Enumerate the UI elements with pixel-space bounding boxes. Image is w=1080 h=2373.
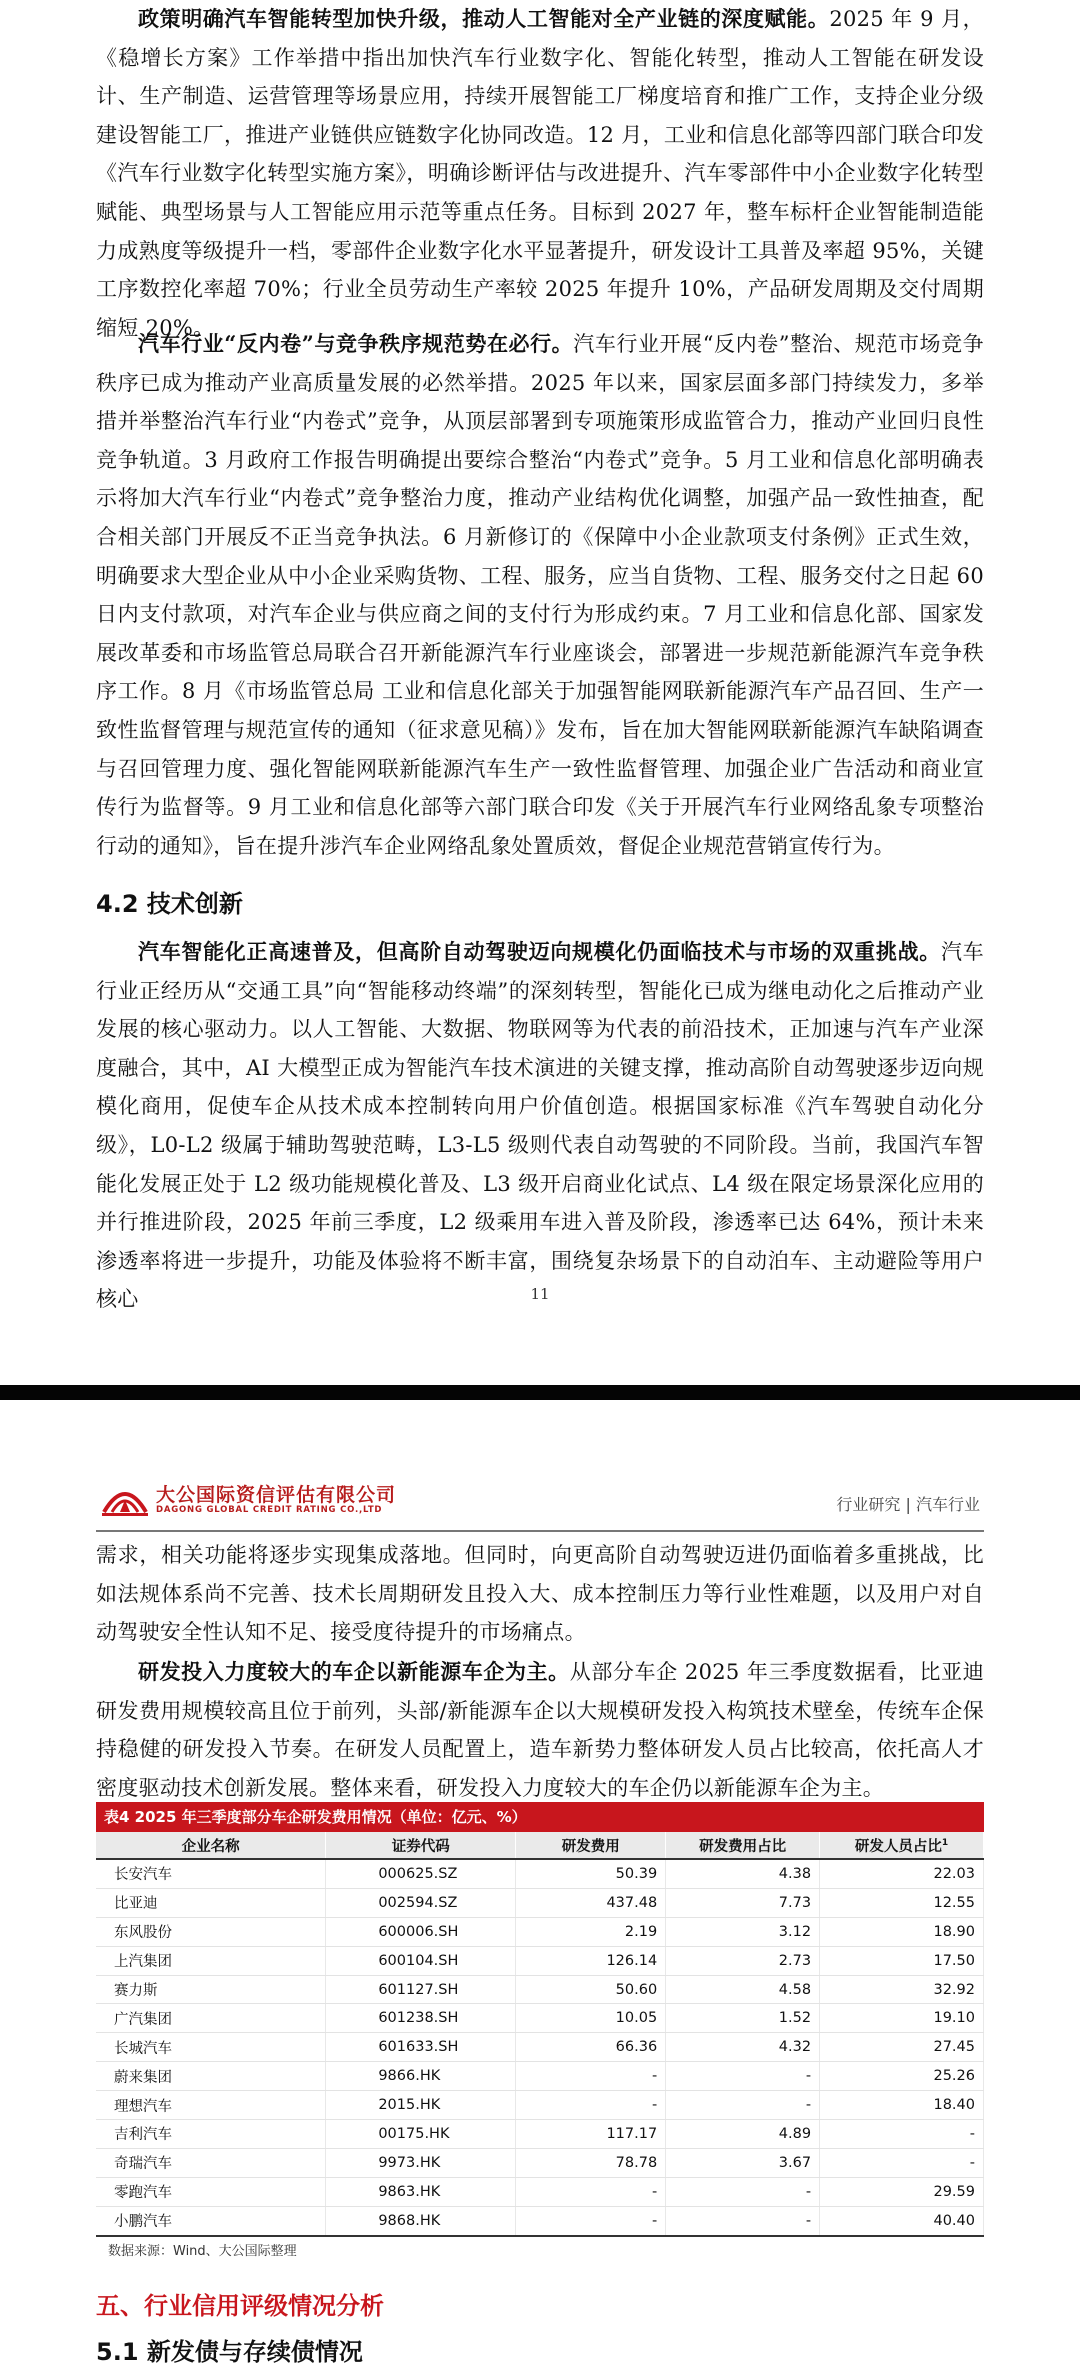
cell-staff-ratio: 18.40 xyxy=(820,2091,984,2120)
paragraph-continuation xyxy=(96,1536,984,1652)
paragraph-body: 汽车行业开展“反内卷”整治、规范市场竞争秩序已成为推动产业高质量发展的必然举措。2025 年以来，国家层面多部门持续发力，多举措并举整治汽车行业“内卷式”竞争，从顶层部署到专项施策形成监管合力，推动产业回归良性竞争轨道。3 月政府工作报告明确提出要综合整治“内卷式”竞争。5 月工业和信息化部明确表示将加大汽车行业“内卷式”竞争整治力度，推动产业结构优化调整，加强产品一致性抽查，配合相关部门开展反不正当竞争执法。6 月新修订的《保障中小企业款项支付条例》正式生效，明确要求大型企业从中小企业采购货物、工程、服务，应当自货物、工程、服务交付之日起 60 日内支付款项，对汽车企业与供应商之间的支付行为形成约束。7 月工业和信息化部、国家发展改革委和市场监管总局联合召开新能源汽车行业座谈会，部署进一步规范新能源汽车竞争秩序工作。8 月《市场监管总局 工业和信息化部关于加强智能网联新能源汽车产品召回、生产一致性监督管理与规范宣传的通知（征求意见稿）》发布，旨在加大智能网联新能源汽车缺陷调查与召回管理力度、强化智能网联新能源汽车生产一致性监督管理、加强企业广告活动和商业宣传行为监督等。9 月工业和信息化部等六部门联合印发《关于开展汽车行业网络乱象专项整治行动的通知》，旨在提升涉汽车企业网络乱象处置质效，督促企业规范营销宣传行为。 xyxy=(96,332,984,858)
cell-rd-expense: 10.05 xyxy=(516,2004,666,2033)
cell-rd-ratio: - xyxy=(666,2062,820,2091)
cell-code: 9973.HK xyxy=(326,2148,516,2177)
table-row xyxy=(96,1917,984,1946)
cell-code: 2015.HK xyxy=(326,2091,516,2120)
cell-rd-ratio: 4.58 xyxy=(666,1975,820,2004)
table-row xyxy=(96,2206,984,2235)
cell-rd-ratio: 4.38 xyxy=(666,1859,820,1888)
col-header-rd-ratio: 研发费用占比 xyxy=(666,1832,820,1859)
cell-company: 小鹏汽车 xyxy=(96,2206,326,2235)
table-row xyxy=(96,2004,984,2033)
cell-staff-ratio: 32.92 xyxy=(820,1975,984,2004)
cell-company: 理想汽车 xyxy=(96,2091,326,2120)
cell-company: 赛力斯 xyxy=(96,1975,326,2004)
cell-rd-expense: 66.36 xyxy=(516,2033,666,2062)
cell-company: 蔚来集团 xyxy=(96,2062,326,2091)
cell-rd-ratio: 3.12 xyxy=(666,1917,820,1946)
table-row xyxy=(96,2091,984,2120)
cell-rd-expense: - xyxy=(516,2062,666,2091)
cell-company: 吉利汽车 xyxy=(96,2120,326,2149)
cell-rd-ratio: 1.52 xyxy=(666,2004,820,2033)
table-source-note: 数据来源：Wind、大公国际整理 xyxy=(108,2244,297,2259)
cell-staff-ratio: 19.10 xyxy=(820,2004,984,2033)
cell-code: 600006.SH xyxy=(326,1917,516,1946)
section-heading-4-2: 4.2 技术创新 xyxy=(96,890,243,918)
table-row xyxy=(96,2120,984,2149)
cell-company: 比亚迪 xyxy=(96,1888,326,1917)
cell-company: 奇瑞汽车 xyxy=(96,2148,326,2177)
cell-rd-expense: - xyxy=(516,2177,666,2206)
cell-rd-ratio: 4.89 xyxy=(666,2120,820,2149)
table-row xyxy=(96,2062,984,2091)
cell-rd-expense: 126.14 xyxy=(516,1946,666,1975)
col-header-footnote-mark: 1 xyxy=(941,1837,949,1848)
paragraph-policy xyxy=(96,0,984,347)
cell-staff-ratio: 22.03 xyxy=(820,1859,984,1888)
cell-rd-expense: - xyxy=(516,2206,666,2235)
cell-code: 9868.HK xyxy=(326,2206,516,2235)
logo-mark-icon xyxy=(100,1480,150,1520)
cell-rd-expense: 50.39 xyxy=(516,1859,666,1888)
cell-staff-ratio: - xyxy=(820,2148,984,2177)
col-header-rd-expense: 研发费用 xyxy=(516,1832,666,1859)
paragraph-tech-innovation xyxy=(96,933,984,1319)
paragraph-body: 从部分车企 2025 年三季度数据看，比亚迪研发费用规模较高且位于前列，头部/新能源车企以大规模研发投入构筑技术壁垒，传统车企保持稳健的研发投入节奏。在研发人员配置上，造车新势力整体研发人员占比较高，依托高人才密度驱动技术创新发展。整体来看，研发投入力度较大的车企仍以新能源车企为主。 xyxy=(96,1660,984,1800)
cell-code: 601127.SH xyxy=(326,1975,516,2004)
cell-rd-expense: 50.60 xyxy=(516,1975,666,2004)
section-heading-5-1: 5.1 新发债与存续债情况 xyxy=(96,2338,363,2366)
cell-code: 601633.SH xyxy=(326,2033,516,2062)
cell-staff-ratio: 17.50 xyxy=(820,1946,984,1975)
table-row xyxy=(96,1975,984,2004)
col-header-company: 企业名称 xyxy=(96,1832,326,1859)
cell-staff-ratio: 40.40 xyxy=(820,2206,984,2235)
cell-rd-ratio: 4.32 xyxy=(666,2033,820,2062)
table-title: 表4 2025 年三季度部分车企研发费用情况（单位：亿元、%） xyxy=(96,1802,984,1832)
cell-rd-ratio: - xyxy=(666,2091,820,2120)
table-row xyxy=(96,2177,984,2206)
section-heading-5: 五、行业信用评级情况分析 xyxy=(96,2292,384,2320)
document-page-2 xyxy=(0,1400,1080,2373)
cell-rd-ratio: 3.67 xyxy=(666,2148,820,2177)
cell-company: 长安汽车 xyxy=(96,1859,326,1888)
table-row xyxy=(96,1859,984,1888)
cell-rd-expense: 117.17 xyxy=(516,2120,666,2149)
cell-staff-ratio: - xyxy=(820,2120,984,2149)
cell-code: 9863.HK xyxy=(326,2177,516,2206)
cell-code: 00175.HK xyxy=(326,2120,516,2149)
table-row xyxy=(96,2148,984,2177)
paragraph-body: 2025 年 9 月，《稳增长方案》工作举措中指出加快汽车行业数字化、智能化转型，推动人工智能在研发设计、生产制造、运营管理等场景应用，持续开展智能工厂梯度培育和推广工作，支持企业分级建设智能工厂，推进产业链供应链数字化协同改造。12 月，工业和信息化部等四部门联合印发《汽车行业数字化转型实施方案》，明确诊断评估与改进提升、汽车零部件中小企业数字化转型赋能、典型场景与人工智能应用示范等重点任务。目标到 2027 年，整车标杆企业智能制造能力成熟度等级提升一档，零部件企业数字化水平显著提升，研发设计工具普及率超 95%，关键工序数控化率超 70%；行业全员劳动生产率较 2025 年提升 10%，产品研发周期及交付周期缩短 20%。 xyxy=(96,7,984,340)
paragraph-body: 汽车行业正经历从“交通工具”向“智能移动终端”的深刻转型，智能化已成为继电动化之后推动产业发展的核心驱动力。以人工智能、大数据、物联网等为代表的前沿技术，正加速与汽车产业深度融合，其中，AI 大模型正成为智能汽车技术演进的关键支撑，推动高阶自动驾驶逐步迈向规模化商用，促使车企从技术成本控制转向用户价值创造。根据国家标准《汽车驾驶自动化分级》，L0-L2 级属于辅助驾驶范畴，L3-L5 级则代表自动驾驶的不同阶段。当前，我国汽车智能化发展正处于 L2 级功能规模化普及、L3 级开启商业化试点、L4 级在限定场景深化应用的并行推进阶段，2025 年前三季度，L2 级乘用车进入普及阶段，渗透率已达 64%，预计未来渗透率将进一步提升，功能及体验将不断丰富，围绕复杂场景下的自动泊车、主动避险等用户核心 xyxy=(96,940,984,1312)
paragraph-lead: 汽车智能化正高速普及，但高阶自动驾驶迈向规模化仍面临技术与市场的双重挑战。 xyxy=(138,939,941,964)
page-divider xyxy=(0,1385,1080,1400)
header-category: 行业研究 | 汽车行业 xyxy=(836,1495,980,1514)
table-row xyxy=(96,1946,984,1975)
paragraph-lead: 政策明确汽车智能转型加快升级，推动人工智能对全产业链的深度赋能。 xyxy=(138,6,830,31)
col-header-staff-ratio-text: 研发人员占比 xyxy=(854,1838,942,1855)
cell-company: 上汽集团 xyxy=(96,1946,326,1975)
paragraph-body: 需求，相关功能将逐步实现集成落地。但同时，向更高阶自动驾驶迈进仍面临着多重挑战，比如法规体系尚不完善、技术长周期研发且投入大、成本控制压力等行业性难题，以及用户对自动驾驶安全性认知不足、接受度待提升的市场痛点。 xyxy=(96,1543,984,1645)
page-number: 11 xyxy=(530,1285,550,1303)
cell-staff-ratio: 18.90 xyxy=(820,1917,984,1946)
cell-code: 002594.SZ xyxy=(326,1888,516,1917)
cell-rd-expense: 78.78 xyxy=(516,2148,666,2177)
cell-code: 9866.HK xyxy=(326,2062,516,2091)
paragraph-rd-investment xyxy=(96,1653,984,1807)
cell-rd-ratio: 7.73 xyxy=(666,1888,820,1917)
paragraph-anti-involution xyxy=(96,325,984,865)
cell-rd-ratio: 2.73 xyxy=(666,1946,820,1975)
cell-company: 东风股份 xyxy=(96,1917,326,1946)
col-header-staff-ratio xyxy=(820,1832,984,1859)
cell-code: 601238.SH xyxy=(326,2004,516,2033)
cell-company: 零跑汽车 xyxy=(96,2177,326,2206)
cell-company: 长城汽车 xyxy=(96,2033,326,2062)
header-rule xyxy=(96,1530,984,1532)
cell-company: 广汽集团 xyxy=(96,2004,326,2033)
cell-rd-ratio: - xyxy=(666,2206,820,2235)
cell-rd-ratio: - xyxy=(666,2177,820,2206)
col-header-code: 证券代码 xyxy=(326,1832,516,1859)
table-header-row xyxy=(96,1832,984,1859)
paragraph-lead: 研发投入力度较大的车企以新能源车企为主。 xyxy=(138,1659,570,1684)
paragraph-lead: 汽车行业“反内卷”与竞争秩序规范势在必行。 xyxy=(138,331,574,356)
logo-english-name: DAGONG GLOBAL CREDIT RATING CO.,LTD xyxy=(156,1505,383,1515)
rd-expense-table xyxy=(96,1832,984,2237)
cell-rd-expense: 437.48 xyxy=(516,1888,666,1917)
cell-staff-ratio: 29.59 xyxy=(820,2177,984,2206)
cell-rd-expense: 2.19 xyxy=(516,1917,666,1946)
cell-staff-ratio: 27.45 xyxy=(820,2033,984,2062)
cell-rd-expense: - xyxy=(516,2091,666,2120)
table-row xyxy=(96,2033,984,2062)
table-row xyxy=(96,1888,984,1917)
cell-staff-ratio: 12.55 xyxy=(820,1888,984,1917)
cell-code: 000625.SZ xyxy=(326,1859,516,1888)
logo-chinese-name: 大公国际资信评估有限公司 xyxy=(156,1484,397,1506)
cell-staff-ratio: 25.26 xyxy=(820,2062,984,2091)
cell-code: 600104.SH xyxy=(326,1946,516,1975)
